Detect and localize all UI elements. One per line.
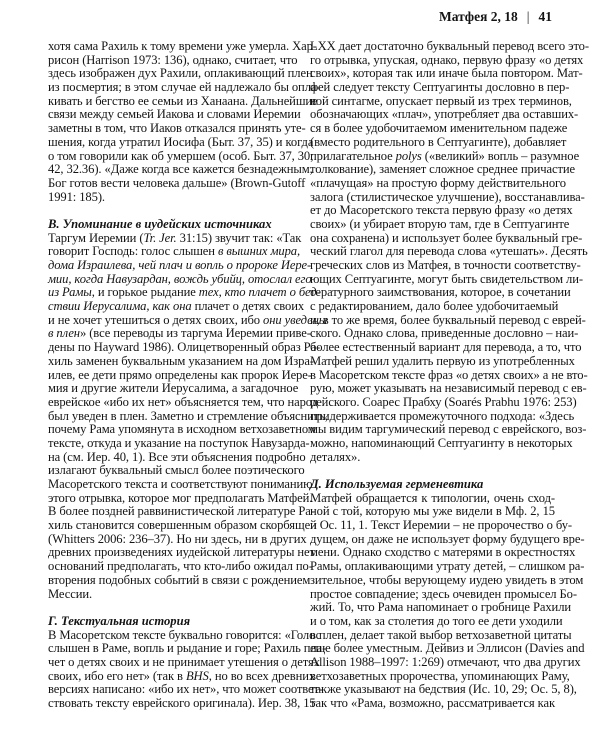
text-line: [310, 613, 563, 629]
text-line: [310, 367, 588, 383]
text-run: слышен в Раме, вопль и рыдание и горе; Рахиль пла-: [48, 641, 327, 656]
text-line: [48, 39, 317, 54]
text-run: Мессии.: [48, 586, 93, 601]
text-line: [310, 451, 555, 465]
text-line: [310, 121, 568, 136]
italic-text-run: тех, кто плачет о бед-: [198, 285, 321, 300]
italic-text-run: BHS: [185, 668, 209, 683]
text-run: так что «Рама, возможно, рассматривается как: [310, 696, 555, 710]
text-line: [48, 408, 328, 424]
text-run: вторения подобных событий в связи с рождением: [48, 572, 311, 587]
text-run: еврейское «ибо их нет» объясняется тем, что народ: [48, 394, 318, 409]
text-run: Масоретского текста и соответствуют пониманию: [48, 477, 313, 491]
text-line: [310, 216, 570, 232]
text-run: (Whitters 2006: 236–37). Но ни здесь, ни в других: [48, 531, 307, 546]
text-line: [310, 641, 585, 656]
text-line: [310, 299, 559, 314]
text-line: [48, 367, 312, 383]
text-line: [310, 175, 566, 191]
text-run: еще более уместным. Дейвиз и Эллисон (Davies and: [310, 641, 585, 656]
text-line: [48, 668, 316, 684]
text-run: можно, напоминающий Септуагинту в некоторых: [310, 435, 573, 450]
text-line: [48, 312, 328, 328]
text-line: [48, 559, 313, 574]
text-line: [310, 531, 585, 547]
text-run: дены по Hayward 1986). Олицетворенный образ Ра-: [48, 340, 321, 355]
text-run: зительное, чтобы верующему иудею увидеть в этом: [310, 572, 584, 587]
text-line: [48, 381, 299, 396]
text-run: Рамы, оплакивающими утрату детей, – слишком ра-: [310, 559, 585, 574]
text-line: [48, 134, 314, 150]
text-run: она сохранена) и использует более буквальный гре-: [310, 230, 583, 245]
text-line: [48, 572, 311, 588]
text-line: [310, 505, 555, 519]
text-line: [48, 518, 317, 533]
text-line: [48, 244, 301, 259]
text-run: хиль заменен буквальным указанием на дом Изра-: [48, 353, 314, 368]
text-line: [310, 627, 572, 643]
text-run: и не хочет утешиться о детях своих, ибо: [48, 312, 264, 327]
text-run: Матфей обращается к типологии, очень сход-: [310, 490, 555, 505]
text-run: более естественный вариант для перевода, а то, что: [310, 340, 582, 355]
text-run: мы видим таргумический перевод с еврейского, воз-: [310, 422, 587, 437]
text-run: ющих Септуагинте, могут быть свидетельством ли-: [310, 271, 583, 286]
text-line: [310, 600, 572, 615]
text-run: ского. Однако слова, приведенные дословно – наи-: [310, 326, 579, 341]
text-line: [310, 381, 587, 396]
text-run: был уведен в плен. Заметно и стремление объяснить,: [48, 408, 328, 423]
text-run: шения, когда утратил Иосифа (Быт. 37, 35) и когда: [48, 134, 314, 149]
text-run: дущем, он даже не использует форму будущего вре-: [310, 531, 585, 546]
text-run: тексте, откуда и указание на поступок Навузарда-: [48, 435, 310, 450]
text-run: рейского. Соарес Прабху (Soarés Prabhu 1976: 253): [310, 394, 577, 409]
section-heading: Д. Используемая герменевтика: [310, 477, 484, 491]
text-line: [310, 697, 555, 711]
text-line: [310, 586, 577, 602]
italic-text-run: ствии Иерусалима, как она: [48, 299, 192, 314]
text-run: » (все переводы из таргума Иеремии приве-: [79, 326, 311, 341]
text-run: мени. Однако сходство с матерями в окрестностях: [310, 545, 576, 560]
text-run: вой синтагме, опускает первый из трех терминов,: [310, 93, 572, 108]
text-line: [310, 326, 579, 341]
text-run: и о том, как за столетия до того ее дети уходили: [310, 613, 563, 628]
text-line: [48, 696, 316, 711]
text-line: [310, 353, 575, 369]
text-line: [48, 641, 327, 656]
italic-text-run: дома Израилева, чей плач и вопль о пророке Иере-: [48, 258, 312, 272]
text-run: излагают буквальный смысл более поэтического: [48, 463, 305, 478]
text-line: [48, 627, 322, 643]
text-line: [310, 148, 580, 164]
text-line: [310, 258, 581, 273]
text-line: [48, 107, 301, 122]
italic-text-run: в вышних мира,: [217, 244, 301, 259]
running-title: Матфея 2, 18: [439, 9, 518, 24]
text-run: , и горькое рыдание: [91, 285, 199, 300]
text-run: В более поздней раввинистической литературе Ра-: [48, 504, 315, 519]
text-line: [310, 39, 589, 54]
text-line: [48, 504, 315, 519]
text-line: [310, 80, 570, 95]
text-run: оснований предполагать, что кто-либо ожидал по-: [48, 559, 313, 574]
right-column: [310, 39, 589, 711]
text-line: [48, 588, 293, 602]
text-line: [48, 477, 313, 492]
text-run: почему Рама упомянута в исходном ветхозаветном: [48, 422, 316, 437]
text-run: древних произведениях иудейской литературы нет: [48, 545, 315, 560]
paragraph: [310, 490, 585, 711]
text-line: [48, 545, 315, 560]
text-run: греческих слов из Матфея, в точности соответству-: [310, 258, 581, 272]
text-line: [310, 189, 585, 205]
text-run: деталях».: [310, 449, 361, 464]
text-run: мия и другие жители Иерусалима, а загадочное: [48, 381, 299, 396]
text-line: [310, 668, 570, 684]
text-line: [310, 654, 581, 670]
header-separator: |: [526, 9, 530, 24]
text-line: [310, 559, 585, 574]
paragraph: [48, 230, 328, 602]
text-run: своих, ибо его нет» (так в: [48, 668, 186, 683]
page-number: 41: [538, 9, 552, 24]
text-run: в Масоретском тексте фраз «о детях своих» а не вто-: [310, 367, 588, 382]
text-line: [310, 203, 573, 218]
text-run: и Ос. 11, 1. Текст Иеремии – не пророчество о бу-: [310, 518, 573, 533]
text-line: [48, 299, 305, 314]
text-run: Таргум Иеремии (: [48, 230, 144, 245]
italic-text-run: из Рамы: [48, 285, 92, 300]
text-run: своих», которая так или иначе была повтором. Мат-: [310, 66, 583, 81]
text-run: ной с той, которую мы уже видели в Мф. 2, 15: [310, 504, 555, 519]
text-line: [48, 162, 313, 177]
paragraph: [48, 39, 321, 204]
text-run: заметны в том, что Иаков отказался принять уте-: [48, 121, 306, 136]
text-run: своих» (и убирает вторую там, где в Септуагинте: [310, 216, 570, 231]
text-run: 42, 32.36). «Даже когда все кажется безнадежным,: [48, 162, 313, 177]
text-line: [310, 244, 588, 259]
text-line: [310, 312, 586, 328]
text-run: здесь изображен дух Рахили, оплакивающий плен: [48, 66, 313, 81]
text-line: [48, 271, 312, 287]
text-run: прилагательное: [310, 148, 396, 163]
text-run: , но во всех древних: [208, 668, 316, 683]
text-line: [310, 134, 567, 150]
text-line: [48, 463, 305, 478]
section-heading: Г. Текстуальная история: [48, 613, 191, 628]
text-run: обозначающих «плач», употребляет два оставших-: [310, 107, 579, 122]
italic-text-run: они уведены: [263, 312, 328, 327]
text-line: [310, 52, 584, 68]
text-line: [48, 230, 302, 246]
text-line: [310, 271, 583, 287]
text-run: LXX дает достаточно буквальный перевод всего это-: [310, 39, 589, 53]
paragraph: [48, 627, 327, 711]
text-run: ся в более удобочитаемом именительном падеже: [310, 121, 568, 136]
text-run: говорит Господь: голос слышен: [48, 244, 218, 259]
text-line: [48, 66, 313, 81]
block-gap: [48, 204, 293, 218]
text-line: [48, 531, 307, 547]
text-run: плачет о детях своих: [191, 299, 305, 314]
text-run: 31:15) звучит так: «Так: [176, 230, 302, 245]
text-line: [48, 285, 321, 300]
text-line: [48, 654, 320, 670]
paragraph: [310, 39, 589, 464]
text-line: [310, 518, 573, 533]
text-line: [310, 230, 583, 246]
text-line: [48, 449, 306, 465]
text-line: [310, 66, 583, 81]
italic-text-run: в плен: [48, 326, 80, 341]
text-run: Матфей решил удалить первую из употребленных: [310, 353, 575, 368]
text-line: [48, 422, 316, 437]
text-run: го отрывка, упуская, однако, первую фразу «о детях: [310, 52, 584, 67]
text-run: из посмертия; в этом случае ей надлежало бы опла-: [48, 80, 321, 95]
text-run: (вместо родительного в Септуагинте), добавляет: [310, 134, 567, 149]
text-run: в плен, делает такой выбор ветхозаветной цитаты: [310, 627, 572, 642]
text-line: [48, 682, 324, 697]
text-run: В Масоретском тексте буквально говорится: «Голос: [48, 627, 322, 642]
text-line: [310, 394, 577, 410]
running-header: [439, 9, 552, 25]
text-run: о том говорили как об умершем (особ. Быт. 37, 30;: [48, 148, 314, 163]
italic-text-run: Tr. Jer.: [143, 230, 177, 245]
italic-text-run: polys: [395, 148, 422, 163]
text-run: тературного заимствования, которое, в сочетании: [310, 285, 571, 300]
text-line: [48, 52, 298, 68]
text-run: рисон (Harrison 1973: 136), однако, считает, что: [48, 52, 298, 67]
text-run: Бог готов вести человека дальше» (Brown-Gutoff: [48, 175, 306, 190]
text-line: [48, 175, 306, 191]
text-run: придерживается промежуточного подхода: «Здесь: [310, 408, 575, 423]
text-line: [310, 162, 576, 177]
text-run: чет о детях своих и не принимает утешения о детях: [48, 654, 320, 669]
text-line: [48, 394, 318, 410]
text-run: ветхозаветных пророчества, упоминающих Раму,: [310, 668, 570, 683]
italic-text-run: мии, когда Навузардан, вождь убийц, отослал его: [48, 271, 312, 286]
text-line: [310, 545, 576, 560]
text-run: Allison 1988–1997: 1:269) отмечают, что два других: [310, 654, 581, 669]
text-line: [310, 572, 584, 588]
text-run: простое совпадение; здесь очевиден промысел Бо-: [310, 586, 577, 601]
text-run: хотя сама Рахиль к тому времени уже умерла. Хар-: [48, 39, 317, 53]
text-run: хиль становится совершенным образом скорбящей: [48, 518, 317, 533]
text-run: жий. То, что Рама напоминает о гробнице Рахили: [310, 600, 572, 615]
section-heading: В. Упоминание в иудейских источниках: [48, 216, 272, 231]
text-line: [48, 353, 314, 369]
text-line: [48, 121, 306, 136]
block-gap: [310, 464, 555, 478]
text-run: также указывают на бедствия (Ис. 10, 29; Ос. 5, 8),: [310, 682, 577, 697]
text-line: [310, 422, 587, 437]
text-run: кивать и бегство ее семьи из Ханаана. Дальнейшие: [48, 93, 318, 108]
text-run: ческий глагол для перевода слова «утешать». Десять: [310, 244, 588, 259]
text-line: [48, 326, 311, 341]
text-line: [48, 340, 321, 355]
text-run: фей следует тексту Септуагинты дословно в пер-: [310, 80, 570, 95]
block-gap: [48, 601, 293, 615]
text-line: [310, 435, 573, 451]
text-line: [48, 435, 310, 451]
text-line: [48, 93, 318, 109]
text-line: [310, 408, 575, 424]
text-run: этого отрывка, которое мог предполагать Матфей.: [48, 490, 313, 505]
text-run: ствовать тексту еврейского оригинала). Иер. 38, 15: [48, 696, 316, 710]
text-run: залога (стилистическое улучшение), восстанавлива-: [310, 189, 585, 204]
text-run: илев, ее дети прямо определены как пророк Иере-: [48, 367, 312, 382]
text-run: с редактированием, дало более удобочитаемый: [310, 299, 559, 314]
text-line: [48, 80, 321, 95]
text-run: на (см. Иер. 40, 1). Все эти объяснения подробно: [48, 449, 306, 464]
text-line: [48, 490, 313, 506]
text-line: [48, 148, 314, 164]
text-line: [310, 682, 577, 697]
text-run: и, в то же время, более буквальный перевод с еврей-: [310, 312, 586, 327]
text-line: [310, 93, 572, 109]
left-column: [48, 39, 328, 711]
text-run: («великий» вопль – разумное: [421, 148, 580, 163]
text-line: [48, 191, 293, 205]
text-run: ет до Масоретского текста первую фразу «о детях: [310, 203, 573, 218]
text-run: толкование), заменяет сложное среднее причастие: [310, 162, 576, 177]
text-line: [310, 492, 555, 506]
text-run: рую, может указывать на независимый перевод с ев-: [310, 381, 587, 396]
text-line: [310, 107, 579, 122]
text-run: версиях написано: «ибо их нет», что может соответ-: [48, 682, 324, 697]
text-run: «плачущая» на простую форму действительного: [310, 175, 566, 190]
text-line: [310, 285, 571, 300]
text-line: [310, 340, 582, 355]
text-line: [48, 258, 312, 273]
text-run: связи между семьей Иакова и словами Иеремии: [48, 107, 301, 122]
text-run: 1991: 185).: [48, 189, 105, 204]
